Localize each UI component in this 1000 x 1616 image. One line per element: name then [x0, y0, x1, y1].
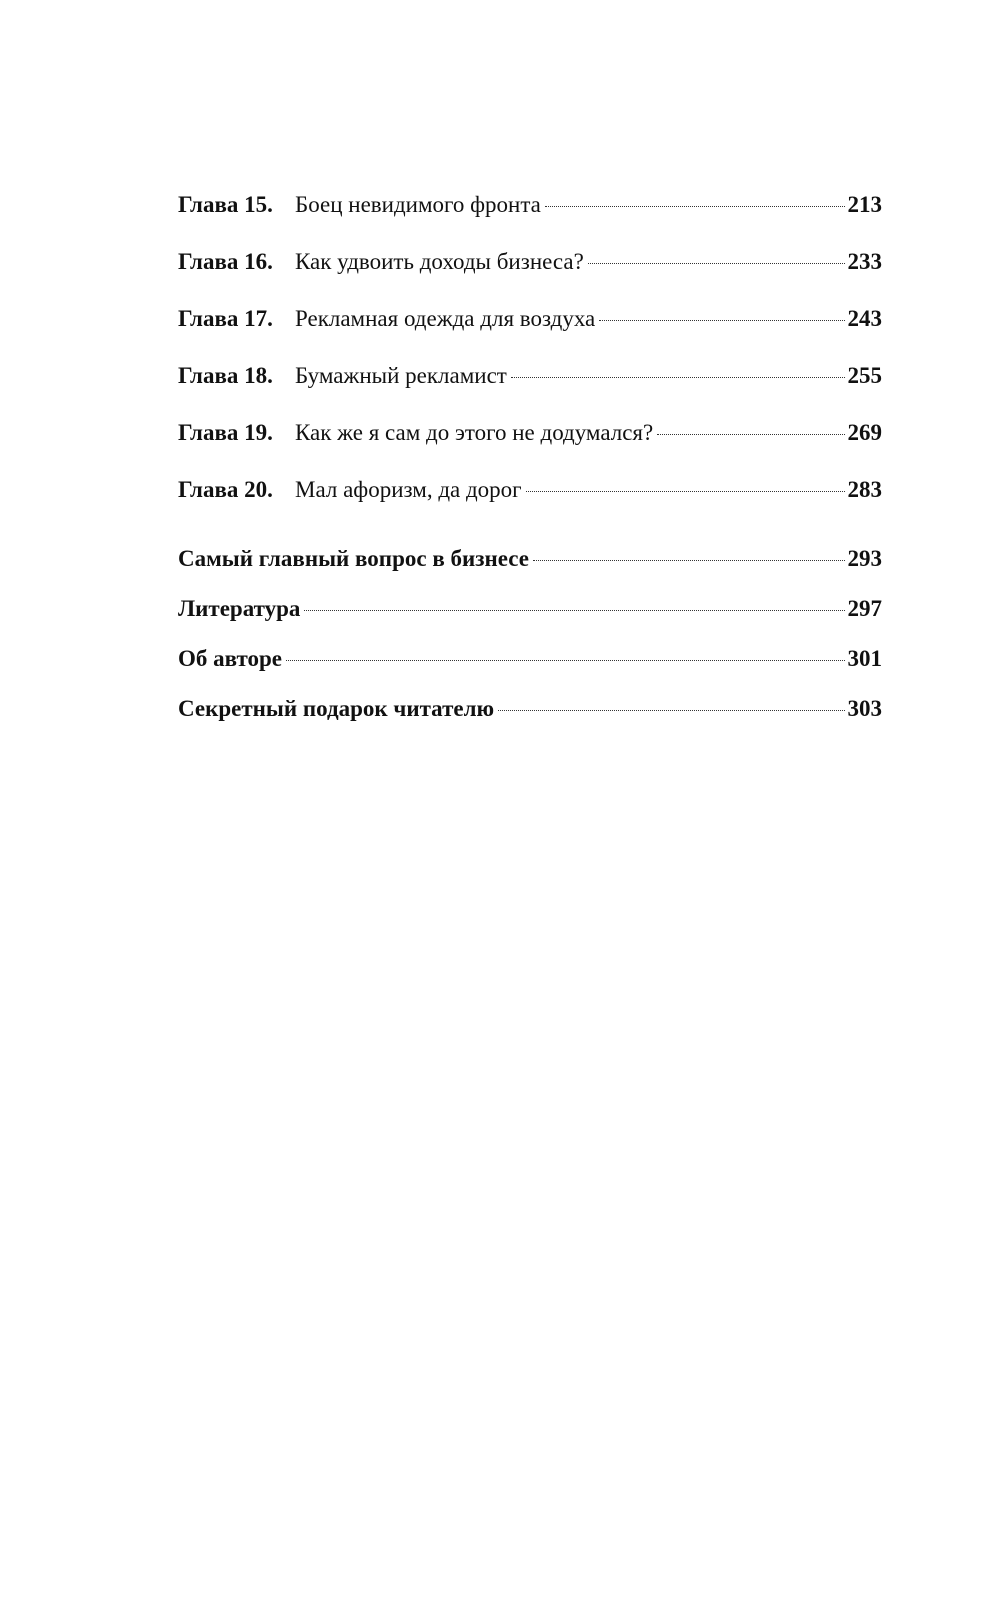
section-spacer	[178, 532, 882, 544]
page-number: 255	[847, 363, 882, 388]
section-title: Самый главный вопрос в бизнесе	[178, 546, 529, 571]
chapter-title: Рекламная одежда для воздуха	[295, 306, 596, 331]
dot-leader	[545, 206, 845, 207]
toc-entry-secret-gift[interactable]	[178, 694, 882, 744]
chapter-title: Как удвоить доходы бизнеса?	[295, 249, 584, 274]
toc-entry-chapter-15[interactable]	[178, 190, 882, 247]
chapter-title: Мал афоризм, да дорог	[295, 477, 522, 502]
chapter-title: Бумажный рекламист	[295, 363, 507, 388]
section-title: Литература	[178, 596, 301, 621]
page-number: 303	[847, 696, 882, 721]
page-number: 213	[847, 192, 882, 217]
chapter-number: Глава 15.	[178, 192, 273, 217]
page-number: 301	[847, 646, 882, 671]
chapter-number: Глава 18.	[178, 363, 273, 388]
toc-entry-chapter-16[interactable]	[178, 247, 882, 304]
dot-leader	[599, 320, 844, 321]
page-number: 283	[847, 477, 882, 502]
page-number: 243	[847, 306, 882, 331]
toc-entry-about-author[interactable]	[178, 644, 882, 694]
toc-entry-chapter-17[interactable]	[178, 304, 882, 361]
dot-leader	[588, 263, 845, 264]
chapter-number: Глава 19.	[178, 420, 273, 445]
dot-leader	[498, 710, 844, 711]
toc-entry-literature[interactable]	[178, 594, 882, 644]
chapter-number: Глава 16.	[178, 249, 273, 274]
dot-leader	[657, 434, 844, 435]
toc-entry-chapter-20[interactable]	[178, 475, 882, 532]
chapter-title: Боец невидимого фронта	[295, 192, 541, 217]
dot-leader	[526, 491, 845, 492]
page-number: 269	[847, 420, 882, 445]
toc-entry-chapter-19[interactable]	[178, 418, 882, 475]
chapter-title: Как же я сам до этого не додумался?	[295, 420, 654, 445]
chapter-number: Глава 20.	[178, 477, 273, 502]
dot-leader	[533, 560, 845, 561]
page-number: 293	[847, 546, 882, 571]
toc-entry-main-question[interactable]	[178, 544, 882, 594]
section-title: Об авторе	[178, 646, 282, 671]
dot-leader	[286, 660, 845, 661]
page-number: 233	[847, 249, 882, 274]
page-number: 297	[847, 596, 882, 621]
dot-leader	[304, 610, 844, 611]
chapter-number: Глава 17.	[178, 306, 273, 331]
dot-leader	[511, 377, 845, 378]
table-of-contents	[178, 190, 882, 744]
section-title: Секретный подарок читателю	[178, 696, 495, 721]
toc-entry-chapter-18[interactable]	[178, 361, 882, 418]
